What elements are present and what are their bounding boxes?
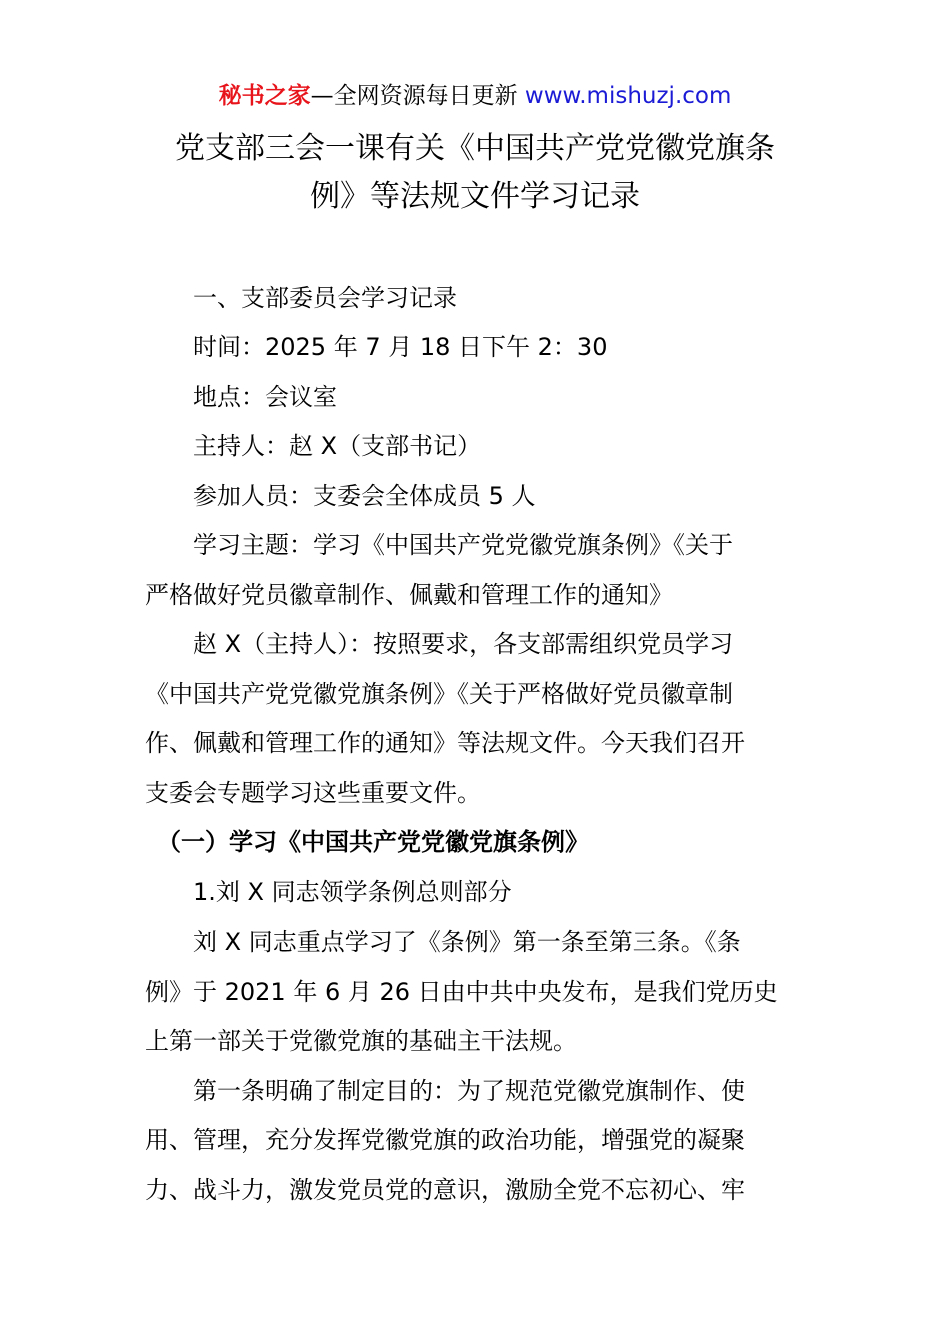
meeting-attendees: 参加人员：支委会全体成员 5 人 [145, 482, 536, 510]
meeting-host: 主持人：赵 X（支部书记） [145, 432, 482, 460]
brand-name: 秘书之家 [218, 83, 311, 109]
paragraph-line: 刘 X 同志重点学习了《条例》第一条至第三条。《条 [145, 928, 741, 956]
site-url[interactable]: www.mishuzj.com [524, 83, 732, 109]
document-title-line-1: 党支部三会一课有关《中国共产党党徽党旗条 [175, 131, 775, 166]
document-title-line-2: 例》等法规文件学习记录 [310, 179, 640, 214]
meeting-location: 地点：会议室 [145, 383, 337, 411]
paragraph-line: 用、管理，充分发挥党徽党旗的政治功能，增强党的凝聚 [145, 1126, 745, 1154]
paragraph-line: 例》于 2021 年 6 月 26 日由中共中央发布，是我们党历史 [145, 978, 778, 1006]
paragraph-line: 严格做好党员徽章制作、佩戴和管理工作的通知》 [145, 581, 673, 609]
section-heading: 一、支部委员会学习记录 [145, 284, 457, 312]
header-tagline: —全网资源每日更新 [310, 83, 525, 109]
paragraph-line: 1.刘 X 同志领学条例总则部分 [145, 878, 512, 906]
paragraph-line: 力、战斗力，激发党员党的意识，激励全党不忘初心、牢 [145, 1176, 745, 1204]
paragraph-line: 作、佩戴和管理工作的通知》等法规文件。今天我们召开 [145, 729, 745, 757]
paragraph-line: 支委会专题学习这些重要文件。 [145, 779, 481, 807]
paragraph-line: 《中国共产党党徽党旗条例》《关于严格做好党员徽章制 [145, 680, 733, 708]
subsection-heading: （一）学习《中国共产党党徽党旗条例》 [145, 828, 589, 856]
paragraph-line: 上第一部关于党徽党旗的基础主干法规。 [145, 1027, 577, 1055]
paragraph-line: 第一条明确了制定目的：为了规范党徽党旗制作、使 [145, 1077, 745, 1105]
paragraph-line: 赵 X（主持人）：按照要求，各支部需组织党员学习 [145, 630, 734, 658]
paragraph-line: 学习主题：学习《中国共产党党徽党旗条例》《关于 [145, 531, 733, 559]
meeting-time: 时间：2025 年 7 月 18 日下午 2：30 [145, 333, 608, 361]
site-header [0, 80, 950, 112]
